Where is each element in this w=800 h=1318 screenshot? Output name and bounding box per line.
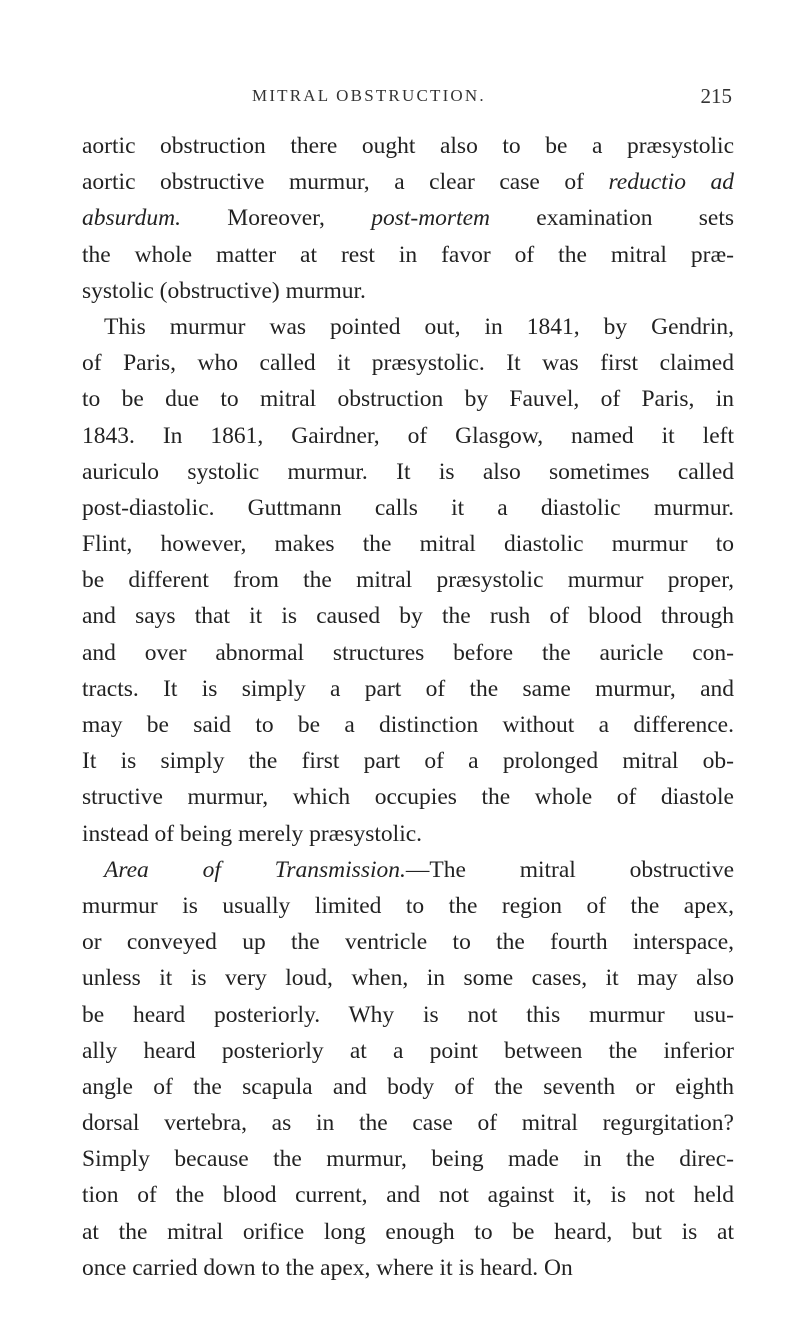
text-segment: systolic (obstructive) murmur. <box>82 277 366 304</box>
text-line <box>82 1105 734 1141</box>
text-line <box>82 635 734 671</box>
text-line <box>82 490 734 526</box>
text-line <box>82 164 734 200</box>
text-segment: be heard posteriorly. Why is not this murmur usu- <box>82 1001 734 1028</box>
italic-text: Area of Transmission. <box>104 856 406 883</box>
text-segment: This murmur was pointed out, in 1841, by Gendrin, <box>104 313 734 340</box>
running-title: MITRAL OBSTRUCTION. <box>252 86 486 105</box>
text-segment: ally heard posteriorly at a point between the inferior <box>82 1037 734 1064</box>
text-segment: It is simply the first part of a prolonged mitral ob- <box>82 748 734 775</box>
body-text <box>82 128 734 1286</box>
text-line <box>82 237 734 273</box>
text-line <box>82 1250 734 1286</box>
text-line <box>82 381 734 417</box>
text-segment: tion of the blood current, and not against it, is not held <box>82 1182 734 1209</box>
text-segment: aortic obstructive murmur, a clear case of <box>82 169 609 196</box>
italic-text: post-mortem <box>371 205 490 232</box>
text-line <box>82 418 734 454</box>
text-line <box>82 997 734 1033</box>
text-segment: post-diastolic. Guttmann calls it a diastolic murmur. <box>82 494 734 521</box>
text-line <box>82 743 734 779</box>
text-line <box>82 598 734 634</box>
text-segment: 1843. In 1861, Gairdner, of Glasgow, named it left <box>82 422 734 449</box>
text-line <box>82 671 734 707</box>
text-segment: and over abnormal structures before the auricle con- <box>82 639 734 666</box>
text-line <box>82 816 734 852</box>
text-segment: and says that it is caused by the rush of blood through <box>82 603 734 630</box>
text-segment: murmur is usually limited to the region of the apex, <box>82 892 734 919</box>
text-line <box>82 526 734 562</box>
italic-text: absurdum. <box>82 205 182 232</box>
text-segment: —The mitral obstructive <box>405 856 734 883</box>
text-line <box>82 128 734 164</box>
text-line <box>82 1069 734 1105</box>
text-line <box>82 1177 734 1213</box>
running-head <box>82 86 732 116</box>
text-line <box>82 852 734 888</box>
text-line <box>82 200 734 236</box>
text-line <box>82 1141 734 1177</box>
text-line <box>82 888 734 924</box>
text-segment: auriculo systolic murmur. It is also sometimes called <box>82 458 734 485</box>
text-line <box>82 562 734 598</box>
text-line <box>82 273 734 309</box>
text-segment: Simply because the murmur, being made in the direc- <box>82 1146 734 1173</box>
text-segment: angle of the scapula and body of the seventh or eighth <box>82 1073 734 1100</box>
page-number: 215 <box>700 84 732 108</box>
text-segment: dorsal vertebra, as in the case of mitral regurgitation? <box>82 1110 734 1137</box>
text-line <box>82 924 734 960</box>
text-line <box>82 1033 734 1069</box>
text-line <box>82 707 734 743</box>
text-line <box>82 779 734 815</box>
text-segment: or conveyed up the ventricle to the fourth interspace, <box>82 929 734 956</box>
text-segment: at the mitral orifice long enough to be heard, but is at <box>82 1218 734 1245</box>
text-segment: the whole matter at rest in favor of the mitral præ- <box>82 241 734 268</box>
text-segment: tracts. It is simply a part of the same murmur, and <box>82 675 734 702</box>
text-segment: be different from the mitral præsystolic murmur proper, <box>82 567 734 594</box>
text-line <box>82 454 734 490</box>
text-segment: examination sets <box>490 205 734 232</box>
text-line <box>82 309 734 345</box>
text-segment: Moreover, <box>181 205 372 232</box>
text-segment: unless it is very loud, when, in some cases, it may also <box>82 965 734 992</box>
text-segment: structive murmur, which occupies the whole of diastole <box>82 784 734 811</box>
text-segment: of Paris, who called it præsystolic. It was first claimed <box>82 350 734 377</box>
text-segment: may be said to be a distinction without a difference. <box>82 712 734 738</box>
text-segment: aortic obstruction there ought also to be a præsystolic <box>82 133 734 159</box>
text-line <box>82 1214 734 1250</box>
text-segment: instead of being merely præsystolic. <box>82 820 423 847</box>
text-line <box>82 960 734 996</box>
text-segment: to be due to mitral obstruction by Fauvel, of Paris, in <box>82 386 734 413</box>
text-segment: Flint, however, makes the mitral diastolic murmur to <box>82 531 734 558</box>
text-line <box>82 345 734 381</box>
italic-text: reductio ad <box>608 169 734 196</box>
text-segment: once carried down to the apex, where it is heard. On <box>82 1254 573 1281</box>
